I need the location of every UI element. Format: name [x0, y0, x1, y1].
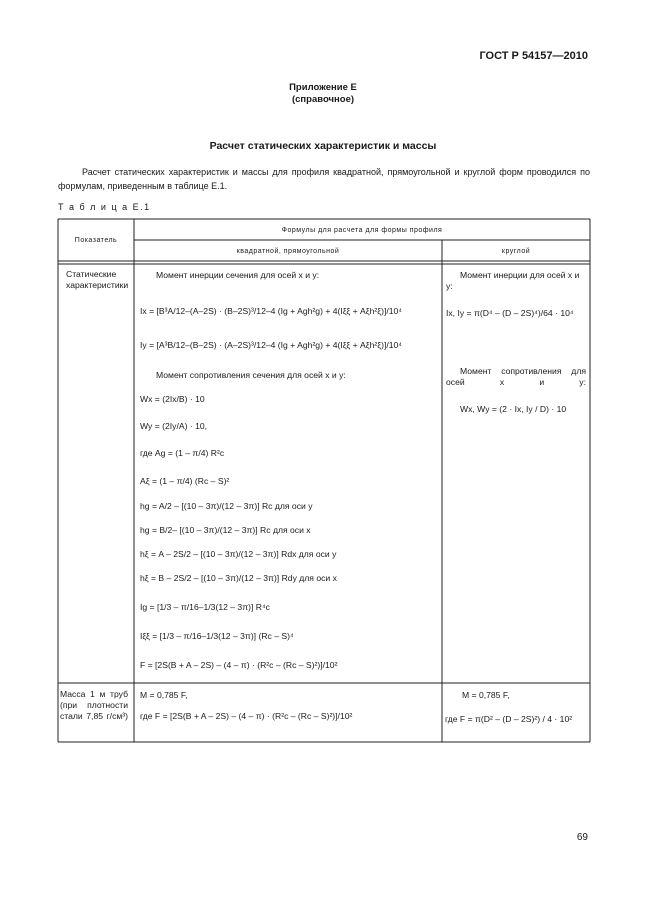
formula-wy: Wy = (2Iy/A) · 10,: [140, 421, 208, 431]
header-round: круглой: [501, 248, 531, 255]
page-title: Расчет статических характеристик и массы: [209, 140, 437, 152]
formula-hg-y: hg = A/2 – [(10 – 3π)/(12 – 3π)] Rc для оси y: [140, 501, 313, 511]
formula-mass-round: M = 0,785 F,: [462, 690, 510, 700]
formula-round-i: Ix, Iy = π(D⁴ – (D – 2S)⁴)/64 · 10⁴: [446, 308, 574, 318]
square-moment-label: Момент инерции сечения для осей x и y:: [156, 270, 320, 280]
formula-hxi-x: hξ = B – 2S/2 – [(10 – 3π)/(12 – 3π)] Rdy для оси x: [140, 573, 337, 583]
page-number: 69: [576, 832, 588, 843]
formula-mass-square-f: где F = [2S(B + A – 2S) – (4 – π) · (R²c – (Rc – S)²)]/10²: [140, 711, 353, 721]
intro-paragraph: Расчет статических характеристик и массы для профиля квадратной, прямоугольной и круглой форм проводился по формулам, приведенным в таблице Е.1.: [58, 167, 590, 191]
formula-f-static: F = [2S(B + A – 2S) – (4 – π) · (R²c – (Rc – S)²)]/10²: [140, 660, 338, 670]
formula-mass-round-f: где F = π(D² – (D – 2S)²) / 4 · 10²: [445, 714, 573, 724]
table-caption: Т а б л и ц а Е.1: [58, 202, 151, 212]
formula-ixixi: Iξξ = [1/3 – π/16–1/3(12 – 3π)] (Rc – S)⁴: [140, 631, 294, 641]
row-mass-label: Масса 1 м труб (при плотности стали 7,85 г/см³): [60, 689, 128, 721]
formula-round-w: Wx, Wy = (2 · Ix, Iy / D) · 10: [460, 404, 567, 414]
formula-ag: где Ag = (1 – π/4) R²c: [140, 448, 225, 458]
header-indicator: Показатель: [74, 237, 118, 244]
formula-axi: Aξ = (1 – π/4) (Rc – S)²: [140, 476, 230, 486]
square-resist-label: Момент сопротивления сечения для осей x и y:: [156, 370, 346, 380]
row-static-label: Статические характеристики: [66, 269, 129, 290]
annex-subtitle: (справочное): [291, 94, 355, 105]
annex-title: Приложение Е: [289, 82, 357, 93]
formula-wx: Wx = (2Ix/B) · 10: [140, 394, 205, 404]
formula-hg-x: hg = B/2– [(10 – 3π)/(12 – 3π)] Rc для оси x: [140, 525, 311, 535]
standard-number: ГОСТ Р 54157—2010: [479, 50, 588, 62]
round-resist-label: Момент сопротивления для осей x и y:: [446, 366, 586, 387]
formula-hxi-y: hξ = A – 2S/2 – [(10 – 3π)/(12 – 3π)] Rdx для оси y: [140, 549, 337, 559]
formula-mass-square: M = 0,785 F,: [140, 690, 188, 700]
formula-iy: Iy = [A³B/12–(B–2S) · (A–2S)³/12–4 (Ig + Agh²g) + 4(Iξξ + Aξh²ξ)]/10⁴: [140, 340, 402, 350]
header-formulas: Формулы для расчета для формы профиля: [281, 227, 443, 234]
formula-ig: Ig = [1/3 – π/16–1/3(12 – 3π)] R⁴c: [140, 602, 270, 612]
formula-ix: Ix = [B³A/12–(A–2S) · (B–2S)³/12–4 (Ig + Agh²g) + 4(Iξξ + Aξh²ξ)]/10⁴: [140, 306, 402, 316]
header-square-rect: квадратной, прямоугольной: [236, 248, 340, 255]
round-moment-label: Момент инерции для осей x и y:: [446, 270, 580, 291]
